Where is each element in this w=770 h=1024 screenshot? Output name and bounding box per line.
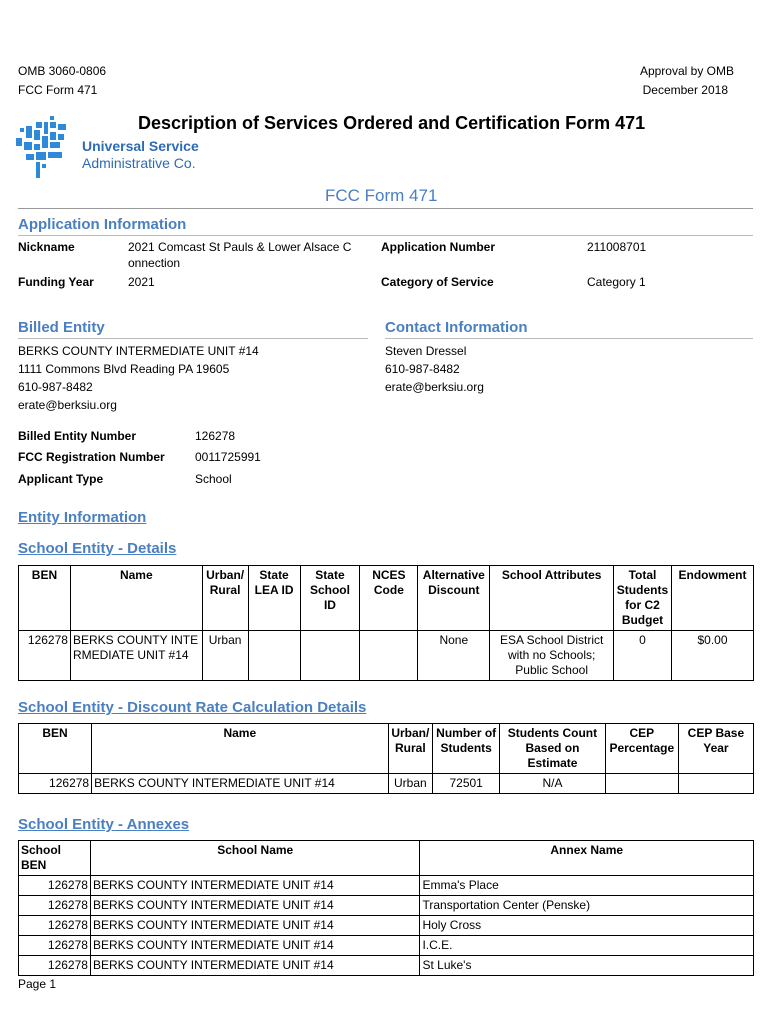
col-school-name: School Name bbox=[90, 841, 420, 876]
cell-attributes: ESA School District with no Schools; Public School bbox=[490, 631, 614, 681]
cell-alt-discount: None bbox=[418, 631, 490, 681]
cell-annex-name: Emma's Place bbox=[420, 876, 754, 896]
cell-school-ben: 126278 bbox=[19, 896, 91, 916]
table-header-row bbox=[19, 724, 754, 774]
cell-name bbox=[70, 631, 202, 681]
omb-number: OMB 3060-0806 bbox=[18, 64, 107, 78]
category-label: Category of Service bbox=[381, 275, 494, 289]
col-estimate: Students Count Based on Estimate bbox=[500, 724, 606, 774]
cell-state-school bbox=[300, 631, 360, 681]
cell-school-name: BERKS COUNTY INTERMEDIATE UNIT #14 bbox=[90, 876, 420, 896]
cell-school-ben: 126278 bbox=[19, 916, 91, 936]
approval-date: December 2018 bbox=[642, 83, 728, 97]
annexes-heading: School Entity - Annexes bbox=[18, 816, 190, 833]
school-details-table bbox=[18, 565, 754, 681]
application-number-value: 211008701 bbox=[587, 240, 647, 254]
nickname-label: Nickname bbox=[18, 240, 75, 254]
col-state-school: State School ID bbox=[300, 566, 360, 631]
page-number: Page 1 bbox=[18, 977, 57, 991]
billed-entity-address: 1111 Commons Blvd Reading PA 19605 bbox=[18, 362, 230, 376]
cell-ben: 126278 bbox=[19, 774, 92, 794]
form-heading: FCC Form 471 bbox=[325, 186, 438, 205]
cell-name-line2: RMEDIATE UNIT #14 bbox=[72, 648, 189, 662]
col-name: Name bbox=[70, 566, 202, 631]
application-number-label: Application Number bbox=[381, 240, 496, 254]
annexes-table bbox=[18, 840, 754, 976]
school-details-heading: School Entity - Details bbox=[18, 540, 177, 557]
contact-divider bbox=[385, 338, 753, 339]
table-row bbox=[19, 916, 754, 936]
applicant-type-value: School bbox=[195, 472, 232, 486]
cell-name-line1: BERKS COUNTY INTE bbox=[72, 633, 199, 647]
entity-info-heading: Entity Information bbox=[18, 509, 147, 526]
discount-heading: School Entity - Discount Rate Calculation Details bbox=[18, 699, 367, 716]
omb-approval: Approval by OMB bbox=[639, 64, 734, 78]
cell-urban-rural: Urban bbox=[388, 774, 433, 794]
cell-number-students: 72501 bbox=[433, 774, 500, 794]
logo-text-line1: Universal Service bbox=[82, 138, 199, 154]
cell-school-ben: 126278 bbox=[19, 936, 91, 956]
cell-school-name: BERKS COUNTY INTERMEDIATE UNIT #14 bbox=[90, 956, 420, 976]
cell-annex-name: Holy Cross bbox=[420, 916, 754, 936]
fcc-registration-label: FCC Registration Number bbox=[18, 450, 165, 464]
billed-entity-name: BERKS COUNTY INTERMEDIATE UNIT #14 bbox=[18, 344, 259, 358]
form-number: FCC Form 471 bbox=[18, 83, 98, 97]
col-alt-discount: Alternative Discount bbox=[418, 566, 490, 631]
table-row bbox=[19, 631, 754, 681]
funding-year-value: 2021 bbox=[128, 275, 155, 289]
col-name: Name bbox=[92, 724, 388, 774]
contact-info-heading: Contact Information bbox=[385, 319, 528, 336]
nickname-value-1: 2021 Comcast St Pauls & Lower Alsace C bbox=[128, 240, 352, 254]
col-nces: NCES Code bbox=[360, 566, 418, 631]
col-cep: CEP Percentage bbox=[605, 724, 678, 774]
col-cep-base: CEP Base Year bbox=[678, 724, 753, 774]
cell-annex-name: St Luke's bbox=[420, 956, 754, 976]
col-attributes: School Attributes bbox=[490, 566, 614, 631]
cell-state-lea bbox=[248, 631, 300, 681]
logo-text-line2: Administrative Co. bbox=[82, 155, 196, 171]
cell-school-name: BERKS COUNTY INTERMEDIATE UNIT #14 bbox=[90, 916, 420, 936]
billed-entity-heading: Billed Entity bbox=[18, 319, 105, 336]
cell-urban-rural: Urban bbox=[202, 631, 248, 681]
billed-entity-divider bbox=[18, 338, 368, 339]
nickname-value-2: onnection bbox=[128, 256, 181, 270]
cell-cep-base bbox=[678, 774, 753, 794]
cell-endowment: $0.00 bbox=[671, 631, 753, 681]
billed-entity-number-label: Billed Entity Number bbox=[18, 429, 137, 443]
table-row bbox=[19, 956, 754, 976]
col-urban-rural: Urban/ Rural bbox=[202, 566, 248, 631]
col-number-students: Number of Students bbox=[433, 724, 500, 774]
col-endowment: Endowment bbox=[671, 566, 753, 631]
col-state-lea: State LEA ID bbox=[248, 566, 300, 631]
heading-divider bbox=[18, 208, 753, 209]
fcc-registration-value: 0011725991 bbox=[195, 450, 261, 464]
cell-total-students: 0 bbox=[613, 631, 671, 681]
category-value: Category 1 bbox=[587, 275, 646, 289]
billed-entity-number-value: 126278 bbox=[195, 429, 236, 443]
cell-nces bbox=[360, 631, 418, 681]
application-divider bbox=[18, 235, 753, 236]
cell-school-name: BERKS COUNTY INTERMEDIATE UNIT #14 bbox=[90, 936, 420, 956]
contact-email: erate@berksiu.org bbox=[385, 380, 484, 394]
contact-phone: 610-987-8482 bbox=[385, 362, 460, 376]
page-title: Description of Services Ordered and Certification Form 471 bbox=[138, 113, 646, 133]
cell-school-ben: 126278 bbox=[19, 876, 91, 896]
contact-name: Steven Dressel bbox=[385, 344, 467, 358]
application-info-heading: Application Information bbox=[18, 216, 187, 233]
col-total-students: Total Students for C2 Budget bbox=[613, 566, 671, 631]
cell-annex-name: Transportation Center (Penske) bbox=[420, 896, 754, 916]
table-header-row bbox=[19, 841, 754, 876]
applicant-type-label: Applicant Type bbox=[18, 472, 104, 486]
usac-logo-icon bbox=[14, 114, 70, 184]
table-row bbox=[19, 774, 754, 794]
cell-school-ben: 126278 bbox=[19, 956, 91, 976]
discount-table bbox=[18, 723, 754, 794]
col-school-ben: School BEN bbox=[19, 841, 91, 876]
col-ben: BEN bbox=[19, 566, 71, 631]
table-row bbox=[19, 896, 754, 916]
col-urban-rural: Urban/ Rural bbox=[388, 724, 433, 774]
funding-year-label: Funding Year bbox=[18, 275, 94, 289]
col-annex-name: Annex Name bbox=[420, 841, 754, 876]
table-row bbox=[19, 876, 754, 896]
cell-ben: 126278 bbox=[19, 631, 71, 681]
billed-entity-email: erate@berksiu.org bbox=[18, 398, 117, 412]
billed-entity-phone: 610-987-8482 bbox=[18, 380, 93, 394]
table-row bbox=[19, 936, 754, 956]
table-header-row bbox=[19, 566, 754, 631]
cell-estimate: N/A bbox=[500, 774, 606, 794]
cell-cep bbox=[605, 774, 678, 794]
cell-school-name: BERKS COUNTY INTERMEDIATE UNIT #14 bbox=[90, 896, 420, 916]
col-ben: BEN bbox=[19, 724, 92, 774]
cell-name: BERKS COUNTY INTERMEDIATE UNIT #14 bbox=[92, 774, 388, 794]
cell-annex-name: I.C.E. bbox=[420, 936, 754, 956]
